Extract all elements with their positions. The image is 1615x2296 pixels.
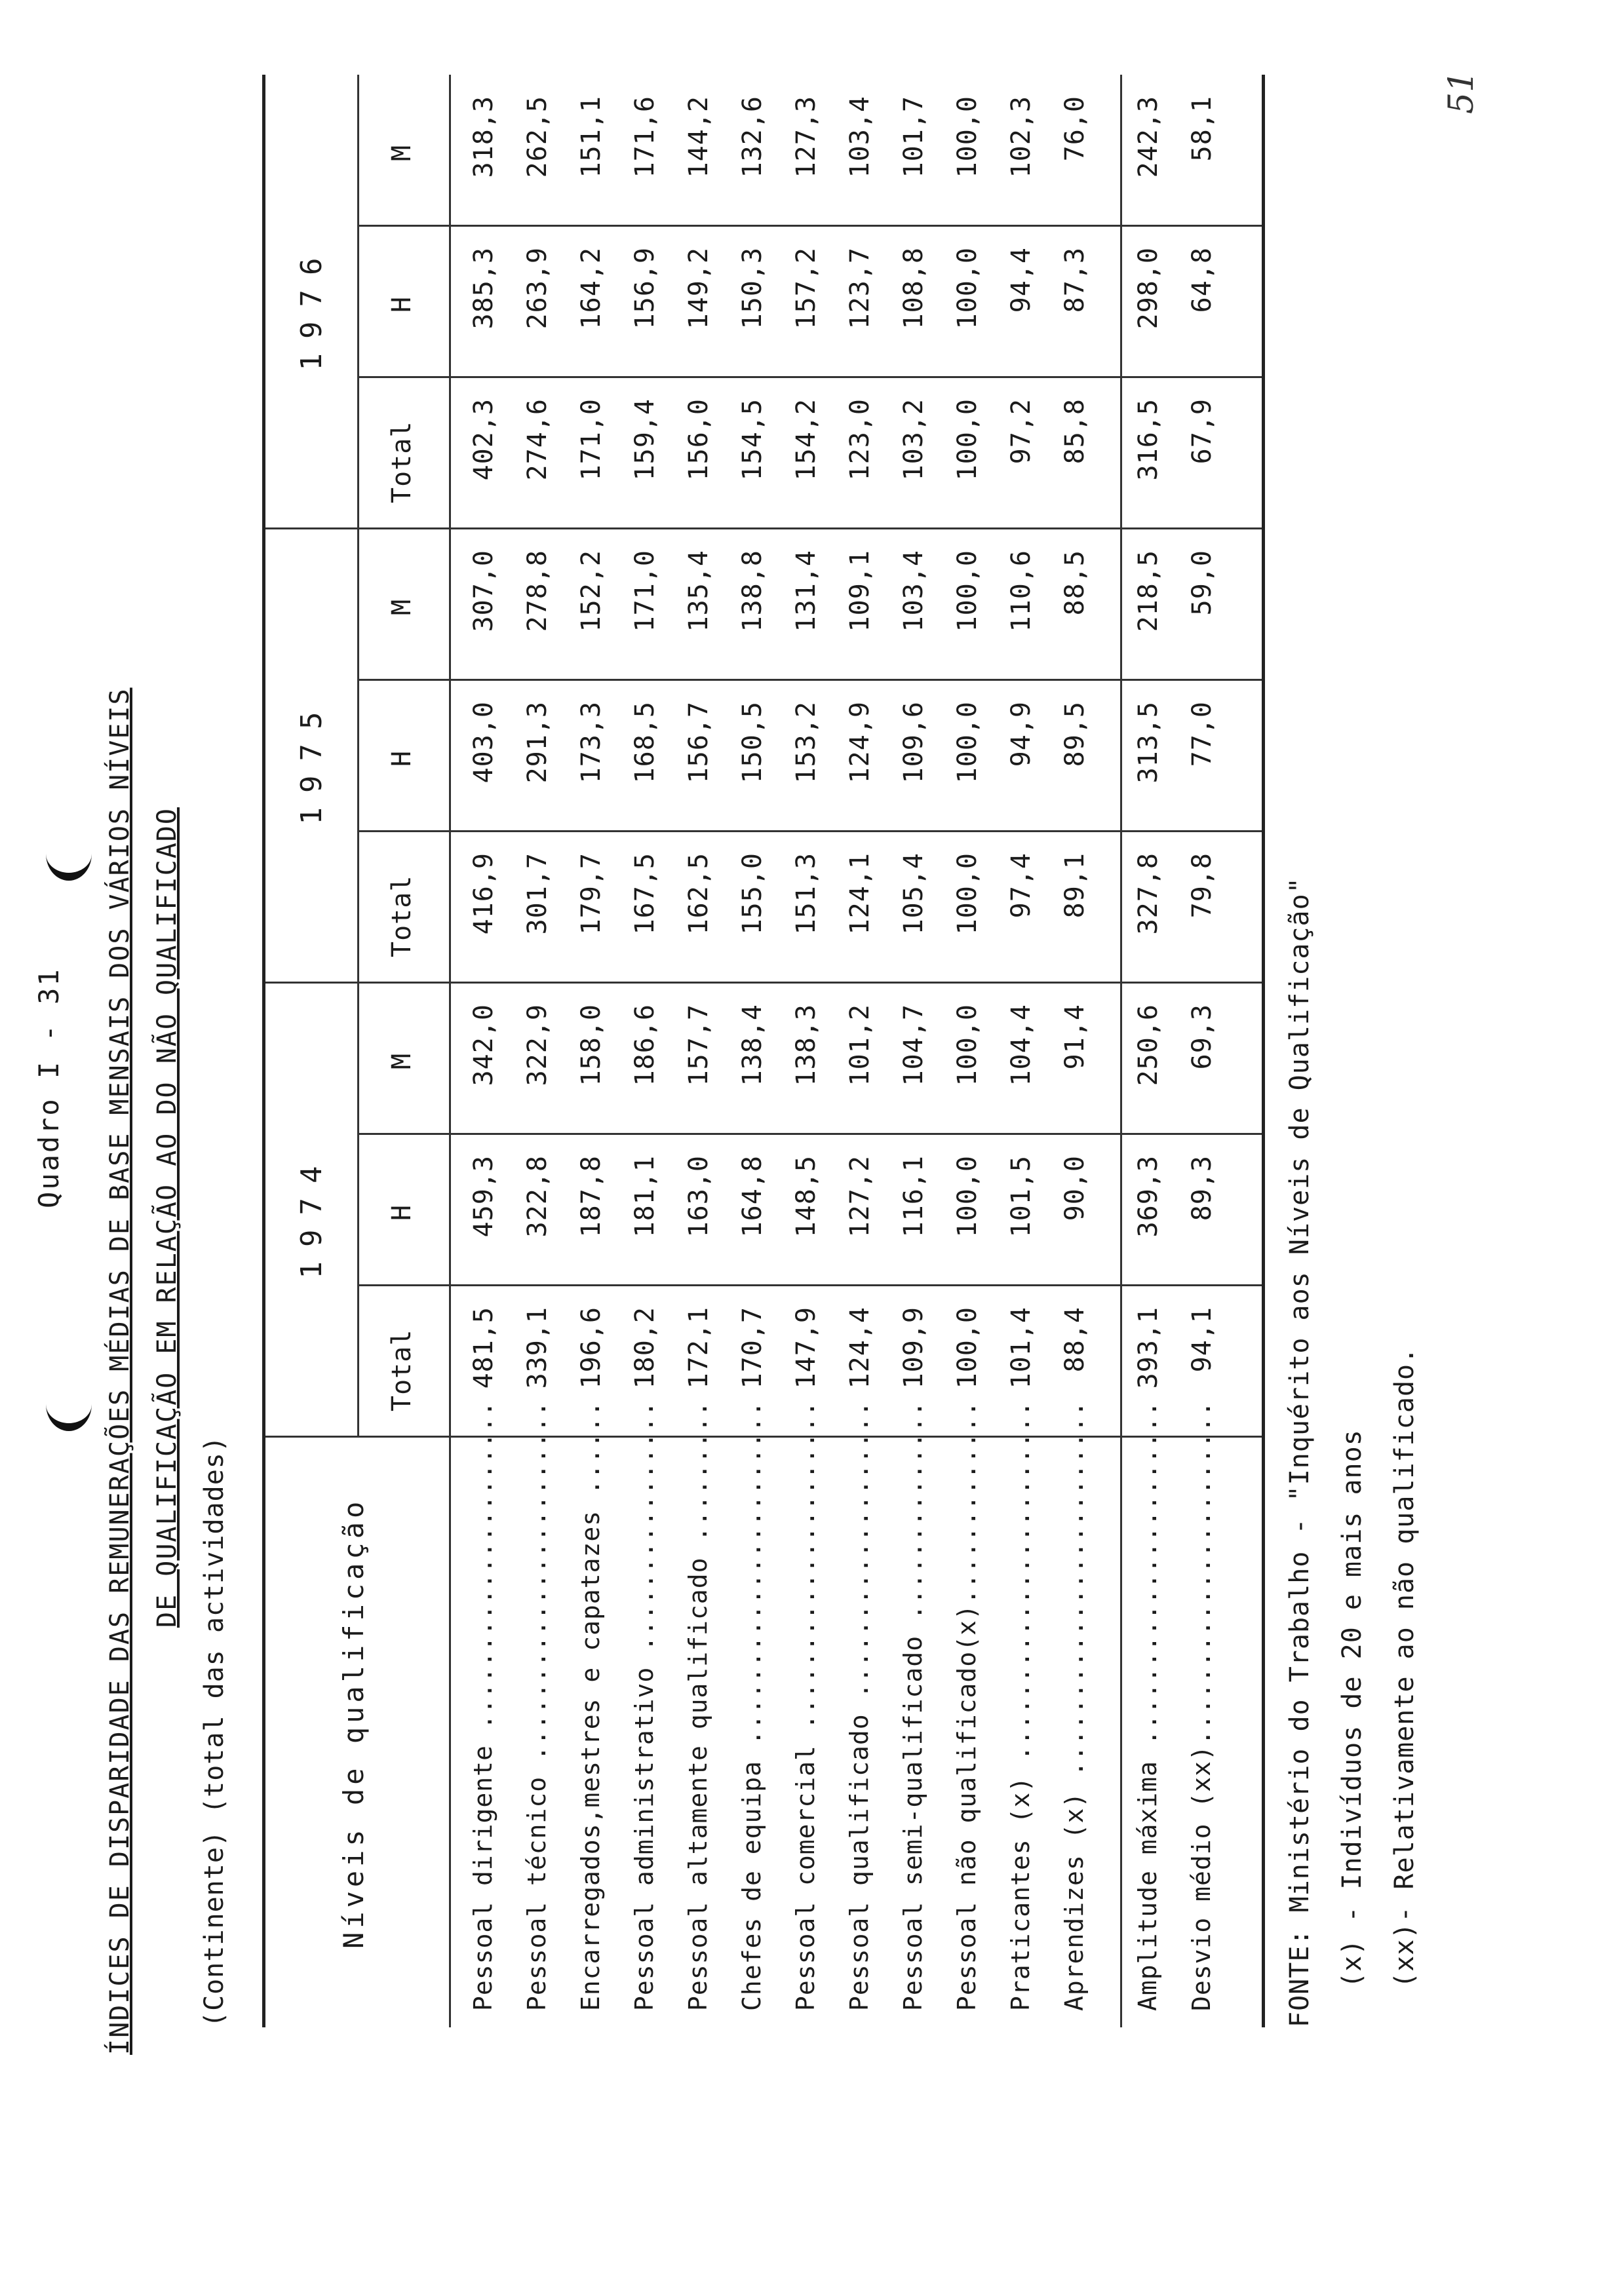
table-cell: 79,8 xyxy=(1187,852,1217,919)
table-cell: 179,7 xyxy=(576,852,606,935)
table-cell: 103,2 xyxy=(899,398,929,481)
table-cell: 402,3 xyxy=(469,398,499,481)
column-header-m: M xyxy=(387,144,417,161)
table-cell: 76,0 xyxy=(1060,96,1090,162)
table-cell: 100,0 xyxy=(952,550,983,632)
table-cell: 124,4 xyxy=(845,1307,875,1389)
table-cell: 100,0 xyxy=(952,1004,983,1086)
column-header-total: Total xyxy=(387,1329,417,1411)
punch-hole-mark xyxy=(46,1377,92,1431)
row-label: Pessoal comercial ..................... xyxy=(791,1400,820,2011)
table-cell: 322,9 xyxy=(522,1004,553,1086)
table-cell: 168,5 xyxy=(630,701,660,784)
table-cell: 307,0 xyxy=(469,550,499,632)
table-cell: 385,3 xyxy=(469,247,499,330)
table-cell: 342,0 xyxy=(469,1004,499,1086)
table-cell: 116,1 xyxy=(899,1155,929,1238)
table-cell: 100,0 xyxy=(952,701,983,784)
table-cell: 132,6 xyxy=(737,96,768,178)
table-cell: 369,3 xyxy=(1133,1155,1163,1238)
divider xyxy=(449,75,451,2027)
column-header-m: M xyxy=(387,1052,417,1069)
table-cell: 150,5 xyxy=(737,701,768,784)
punch-hole-mark xyxy=(46,827,92,881)
table-cell: 218,5 xyxy=(1133,550,1163,632)
row-label: Pessoal dirigente ..................... xyxy=(469,1400,497,2011)
row-label: Pessoal técnico ....................... xyxy=(522,1400,551,2011)
table-cell: 101,2 xyxy=(845,1004,875,1086)
table-cell: 85,8 xyxy=(1060,398,1090,465)
table-cell: 262,5 xyxy=(522,96,553,178)
row-label: Desvio médio (xx)...................... xyxy=(1187,1400,1216,2011)
divider xyxy=(265,982,1262,984)
divider xyxy=(357,75,359,1438)
table-cell: 187,8 xyxy=(576,1155,606,1238)
table-cell: 180,2 xyxy=(630,1307,660,1389)
table-cell: 109,1 xyxy=(845,550,875,632)
table-cell: 153,2 xyxy=(791,701,821,784)
table-cell: 94,9 xyxy=(1006,701,1036,767)
table-cell: 298,0 xyxy=(1133,247,1163,330)
table-cell: 186,6 xyxy=(630,1004,660,1086)
table-cell: 59,0 xyxy=(1187,550,1217,616)
table-cell: 163,0 xyxy=(684,1155,714,1238)
table-cell: 88,5 xyxy=(1060,550,1090,616)
table-cell: 100,0 xyxy=(952,398,983,481)
divider xyxy=(357,679,1262,681)
table-cell: 459,3 xyxy=(469,1155,499,1238)
year-header-1976: 1976 xyxy=(295,243,328,371)
table-cell: 138,8 xyxy=(737,550,768,632)
table-cell: 123,0 xyxy=(845,398,875,481)
table-cell: 138,3 xyxy=(791,1004,821,1086)
table-cell: 162,5 xyxy=(684,852,714,935)
title-line-1: ÍNDICES DE DISPARIDADE DAS REMUNERAÇÕES MÉDIAS DE BASE MENSAIS DOS VÁRIOS NÍVEIS xyxy=(105,687,135,2055)
table-cell: 91,4 xyxy=(1060,1004,1090,1070)
table-cell: 159,4 xyxy=(630,398,660,481)
table-cell: 102,3 xyxy=(1006,96,1036,178)
table-cell: 156,0 xyxy=(684,398,714,481)
table-cell: 156,7 xyxy=(684,701,714,784)
table-cell: 88,4 xyxy=(1060,1307,1090,1373)
column-header-h: H xyxy=(387,750,417,767)
table-cell: 151,3 xyxy=(791,852,821,935)
table-cell: 110,6 xyxy=(1006,550,1036,632)
table-cell: 173,3 xyxy=(576,701,606,784)
column-header-total: Total xyxy=(387,875,417,957)
table-cell: 167,5 xyxy=(630,852,660,935)
table-cell: 164,2 xyxy=(576,247,606,330)
page-number: 51 xyxy=(1442,70,1481,114)
column-header-h: H xyxy=(387,1204,417,1221)
table-cell: 100,0 xyxy=(952,1155,983,1238)
table-cell: 393,1 xyxy=(1133,1307,1163,1389)
table-cell: 105,4 xyxy=(899,852,929,935)
table-cell: 89,5 xyxy=(1060,701,1090,767)
table-cell: 77,0 xyxy=(1187,701,1217,767)
row-label: Pessoal não qualificado(x)............. xyxy=(952,1400,981,2011)
table-cell: 250,6 xyxy=(1133,1004,1163,1086)
table-cell: 101,4 xyxy=(1006,1307,1036,1389)
table-cell: 58,1 xyxy=(1187,96,1217,162)
row-header-label: Níveis de qualificação xyxy=(338,1497,370,1949)
table-cell: 127,3 xyxy=(791,96,821,178)
table-cell: 108,8 xyxy=(899,247,929,330)
table-cell: 89,3 xyxy=(1187,1155,1217,1221)
table-cell: 322,8 xyxy=(522,1155,553,1238)
divider xyxy=(357,376,1262,378)
table-cell: 301,7 xyxy=(522,852,553,935)
table-cell: 181,1 xyxy=(630,1155,660,1238)
row-label: Pessoal qualificado ................... xyxy=(845,1400,874,2011)
table-cell: 104,7 xyxy=(899,1004,929,1086)
table-cell: 152,2 xyxy=(576,550,606,632)
table-cell: 144,2 xyxy=(684,96,714,178)
table-cell: 100,0 xyxy=(952,852,983,935)
table-cell: 124,1 xyxy=(845,852,875,935)
table-cell: 123,7 xyxy=(845,247,875,330)
divider xyxy=(357,1284,1262,1286)
table-cell: 318,3 xyxy=(469,96,499,178)
table-cell: 164,8 xyxy=(737,1155,768,1238)
divider xyxy=(357,225,1262,227)
table-cell: 100,0 xyxy=(952,96,983,178)
table-cell: 171,0 xyxy=(576,398,606,481)
row-label: Pessoal semi-qualificado .............. xyxy=(899,1400,927,2011)
table-cell: 101,5 xyxy=(1006,1155,1036,1238)
table-cell: 157,7 xyxy=(684,1004,714,1086)
table-cell: 196,6 xyxy=(576,1307,606,1389)
table-cell: 156,9 xyxy=(630,247,660,330)
table-number: Quadro I - 31 xyxy=(33,967,65,1208)
table-cell: 87,3 xyxy=(1060,247,1090,313)
divider xyxy=(357,1133,1262,1135)
row-label: Amplitude máxima ...................... xyxy=(1133,1400,1162,2011)
table-cell: 150,3 xyxy=(737,247,768,330)
table-cell: 135,4 xyxy=(684,550,714,632)
table-cell: 109,6 xyxy=(899,701,929,784)
table-cell: 339,1 xyxy=(522,1307,553,1389)
table-cell: 291,3 xyxy=(522,701,553,784)
table-cell: 171,0 xyxy=(630,550,660,632)
divider xyxy=(265,527,1262,529)
year-header-1975: 1975 xyxy=(295,697,328,825)
table-cell: 103,4 xyxy=(899,550,929,632)
divider xyxy=(357,830,1262,832)
table-cell: 313,5 xyxy=(1133,701,1163,784)
table-cell: 124,9 xyxy=(845,701,875,784)
table-cell: 103,4 xyxy=(845,96,875,178)
table-cell: 67,9 xyxy=(1187,398,1217,465)
row-label: Pessoal administrativo ................ xyxy=(630,1400,659,2011)
table-cell: 89,1 xyxy=(1060,852,1090,919)
table-cell: 97,2 xyxy=(1006,398,1036,465)
column-header-total: Total xyxy=(387,421,417,503)
table-cell: 127,2 xyxy=(845,1155,875,1238)
row-label: Encarregados,mestres e capatazes ...... xyxy=(576,1400,605,2011)
table-cell: 242,3 xyxy=(1133,96,1163,178)
table-cell: 263,9 xyxy=(522,247,553,330)
row-label: Praticantes (x) ....................... xyxy=(1006,1400,1035,2011)
column-header-m: M xyxy=(387,598,417,615)
source-note: FONTE: Ministério do Trabalho - "Inquérito aos Níveis de Qualificação" xyxy=(1285,877,1315,2027)
table-cell: 147,9 xyxy=(791,1307,821,1389)
table-cell: 104,4 xyxy=(1006,1004,1036,1086)
footnote-xx: (xx)- Relativamente ao não qualificado. xyxy=(1390,1347,1420,1988)
table-cell: 278,8 xyxy=(522,550,553,632)
table-cell: 154,2 xyxy=(791,398,821,481)
table-cell: 109,9 xyxy=(899,1307,929,1389)
table-cell: 403,0 xyxy=(469,701,499,784)
footnote-x: (x) - Indivíduos de 20 e mais anos xyxy=(1337,1429,1367,1988)
table-cell: 101,7 xyxy=(899,96,929,178)
row-label: Pessoal altamente qualificado ......... xyxy=(684,1400,712,2011)
table-cell: 69,3 xyxy=(1187,1004,1217,1070)
table-cell: 158,0 xyxy=(576,1004,606,1086)
table-cell: 171,6 xyxy=(630,96,660,178)
row-label: Chefes de equipa ...................... xyxy=(737,1400,766,2011)
table-cell: 97,4 xyxy=(1006,852,1036,919)
divider xyxy=(1120,75,1122,2027)
table-cell: 154,5 xyxy=(737,398,768,481)
table-cell: 94,1 xyxy=(1187,1307,1217,1373)
row-label: Aprendizes (x) ........................ xyxy=(1060,1400,1089,2011)
table-cell: 138,4 xyxy=(737,1004,768,1086)
table-cell: 416,9 xyxy=(469,852,499,935)
table-cell: 155,0 xyxy=(737,852,768,935)
table-cell: 64,8 xyxy=(1187,247,1217,313)
table-cell: 149,2 xyxy=(684,247,714,330)
year-header-1974: 1974 xyxy=(295,1151,328,1279)
table-cell: 327,8 xyxy=(1133,852,1163,935)
table-cell: 90,0 xyxy=(1060,1155,1090,1221)
scope-note: (Continente) (total das actividades) xyxy=(199,1436,229,2027)
title-line-2: DE QUALIFICAÇÃO EM RELAÇÃO AO DO NÃO QUALIFICADO xyxy=(152,807,182,1628)
table-cell: 170,7 xyxy=(737,1307,768,1389)
table-cell: 151,1 xyxy=(576,96,606,178)
table-cell: 100,0 xyxy=(952,247,983,330)
table-cell: 94,4 xyxy=(1006,247,1036,313)
table-cell: 274,6 xyxy=(522,398,553,481)
table-cell: 148,5 xyxy=(791,1155,821,1238)
table-cell: 157,2 xyxy=(791,247,821,330)
table-cell: 316,5 xyxy=(1133,398,1163,481)
column-header-h: H xyxy=(387,296,417,313)
table-cell: 100,0 xyxy=(952,1307,983,1389)
table-cell: 172,1 xyxy=(684,1307,714,1389)
table-cell: 131,4 xyxy=(791,550,821,632)
data-table xyxy=(262,75,1265,2027)
table-cell: 481,5 xyxy=(469,1307,499,1389)
